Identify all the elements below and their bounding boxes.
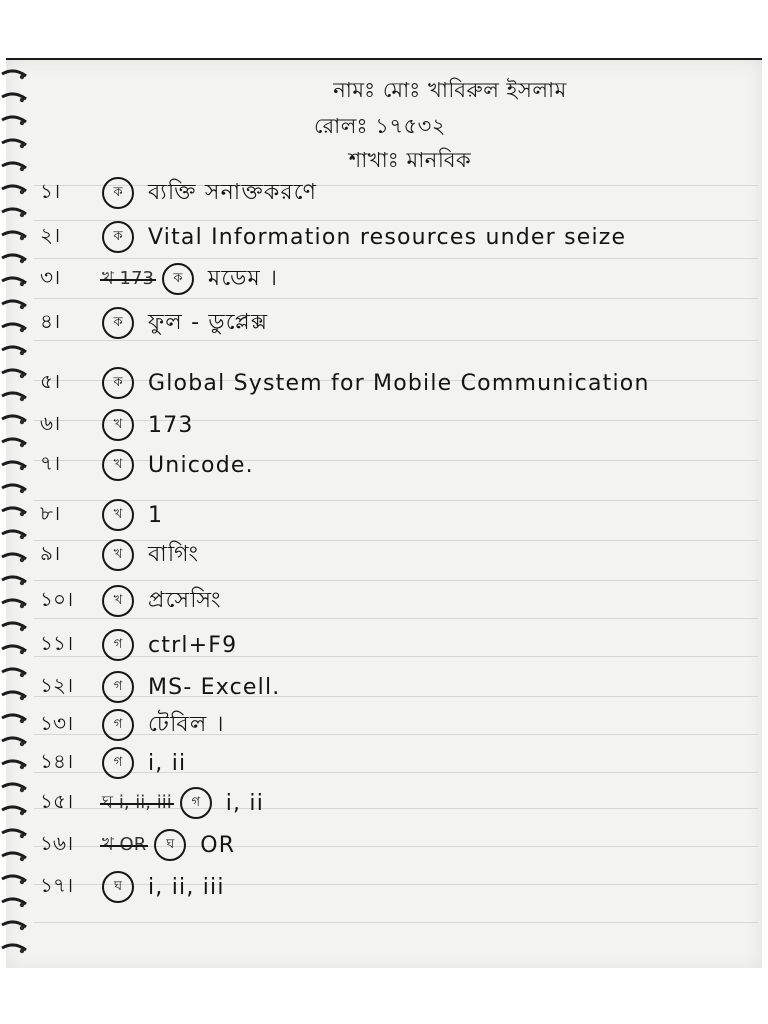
answer-text: টেবিল ।	[148, 711, 225, 737]
question-number: ১২।	[40, 672, 74, 697]
spiral-hole	[20, 351, 24, 355]
answer-text: 1	[148, 502, 164, 528]
question-number: ২।	[40, 222, 61, 247]
spiral-hole	[20, 788, 24, 792]
ruled-line	[34, 258, 758, 259]
spiral-hole	[20, 949, 24, 953]
spiral-hole	[20, 765, 24, 769]
spiral-hole	[20, 305, 24, 309]
top-margin	[0, 0, 768, 58]
option-circle: গ	[102, 629, 134, 661]
answer-text: i, ii, iii	[148, 874, 225, 900]
answer-row	[40, 219, 626, 255]
answer-text: ব্যক্তি সনাক্তকরণে	[148, 179, 318, 205]
option-circle: খ	[102, 409, 134, 441]
option-circle: গ	[180, 787, 212, 819]
spiral-hole	[20, 742, 24, 746]
spiral-hole	[20, 282, 24, 286]
spiral-hole	[20, 535, 24, 539]
option-circle: গ	[102, 747, 134, 779]
question-number: ১১।	[40, 630, 74, 655]
option-circle: ঘ	[102, 871, 134, 903]
answer-row	[40, 707, 225, 743]
spiral-hole	[20, 650, 24, 654]
answer-text: i, ii	[148, 750, 187, 776]
struck-answer: ঘ i, ii, iii	[102, 788, 172, 819]
answer-row	[40, 365, 650, 401]
spiral-hole	[20, 696, 24, 700]
spiral-binding	[0, 62, 30, 962]
option-circle: খ	[102, 539, 134, 571]
spiral-hole	[20, 604, 24, 608]
answer-row	[40, 497, 163, 533]
question-number: ১৭।	[40, 872, 74, 897]
spiral-hole	[20, 489, 24, 493]
answer-text: MS- Excell.	[148, 674, 281, 700]
question-number: ৪।	[40, 308, 61, 333]
spiral-hole	[20, 719, 24, 723]
spiral-hole	[20, 328, 24, 332]
option-circle: ঘ	[154, 829, 186, 861]
question-number: ১৫।	[40, 788, 74, 813]
answer-row	[40, 827, 235, 863]
spiral-hole	[20, 673, 24, 677]
roll-number: রোলঃ ১৭৫৩২	[314, 114, 446, 138]
spiral-hole	[20, 236, 24, 240]
question-number: ৮।	[40, 500, 61, 525]
option-circle: গ	[102, 671, 134, 703]
answer-text: ctrl+F9	[148, 632, 238, 658]
answer-text: বাগিং	[148, 541, 200, 567]
struck-answer: খ 173	[102, 264, 154, 295]
spiral-hole	[20, 857, 24, 861]
spiral-hole	[20, 420, 24, 424]
spiral-hole	[20, 834, 24, 838]
option-circle: খ	[102, 449, 134, 481]
spiral-hole	[20, 144, 24, 148]
question-number: ১৬।	[40, 830, 74, 855]
spiral-hole	[20, 880, 24, 884]
question-number: ১৪।	[40, 748, 74, 773]
spiral-hole	[20, 75, 24, 79]
answer-row	[40, 447, 254, 483]
bottom-margin	[0, 968, 768, 1024]
answer-row	[40, 869, 225, 905]
spiral-hole	[20, 443, 24, 447]
answer-text: মডেম ।	[207, 265, 279, 291]
spiral-hole	[20, 121, 24, 125]
spiral-hole	[20, 98, 24, 102]
spiral-hole	[20, 259, 24, 263]
option-circle: ক	[102, 177, 134, 209]
answer-row	[40, 305, 268, 341]
question-number: ১০।	[40, 586, 74, 611]
answer-row	[40, 537, 199, 573]
answer-text: প্রসেসিং	[148, 587, 222, 613]
question-number: ১৩।	[40, 710, 74, 735]
spiral-hole	[20, 926, 24, 930]
struck-answer: খ OR	[102, 830, 146, 861]
spiral-hole	[20, 811, 24, 815]
option-circle: খ	[102, 499, 134, 531]
ruled-line	[34, 580, 758, 581]
spiral-hole	[20, 466, 24, 470]
answer-text: Unicode.	[148, 452, 254, 478]
spiral-hole	[20, 190, 24, 194]
option-circle: ক	[162, 263, 194, 295]
answer-row	[40, 407, 194, 443]
answer-text: ফুল - ডুপ্লেক্স	[148, 309, 269, 335]
option-circle: ক	[102, 307, 134, 339]
question-number: ৯।	[40, 540, 61, 565]
option-circle: ক	[102, 367, 134, 399]
spiral-hole	[20, 374, 24, 378]
option-circle: খ	[102, 585, 134, 617]
answer-text: OR	[200, 832, 236, 858]
answer-row	[40, 745, 186, 781]
question-number: ১।	[40, 178, 61, 203]
answer-row	[40, 785, 264, 821]
spiral-hole	[20, 512, 24, 516]
answer-row	[40, 175, 317, 211]
answer-row	[40, 669, 280, 705]
answer-text: i, ii	[225, 790, 265, 816]
answer-text: Vital Information resources under seize	[148, 224, 627, 250]
answer-row	[40, 583, 222, 619]
spiral-hole	[20, 397, 24, 401]
answer-row	[40, 261, 278, 297]
question-number: ৬।	[40, 410, 61, 435]
spiral-hole	[20, 167, 24, 171]
section: শাখাঃ মানবিক	[348, 148, 472, 172]
option-circle: গ	[102, 709, 134, 741]
answer-text: 173	[148, 412, 194, 438]
question-number: ৩।	[40, 264, 61, 289]
answer-row	[40, 627, 237, 663]
spiral-hole	[20, 558, 24, 562]
ruled-line	[34, 298, 758, 299]
student-name: নামঃ মোঃ খাবিরুল ইসলাম	[333, 78, 567, 102]
option-circle: ক	[102, 221, 134, 253]
question-number: ৫।	[40, 368, 61, 393]
spiral-hole	[20, 581, 24, 585]
ruled-line	[34, 922, 758, 923]
question-number: ৭।	[40, 450, 61, 475]
answer-text: Global System for Mobile Communication	[148, 370, 650, 396]
spiral-hole	[20, 903, 24, 907]
spiral-hole	[20, 213, 24, 217]
spiral-hole	[20, 627, 24, 631]
